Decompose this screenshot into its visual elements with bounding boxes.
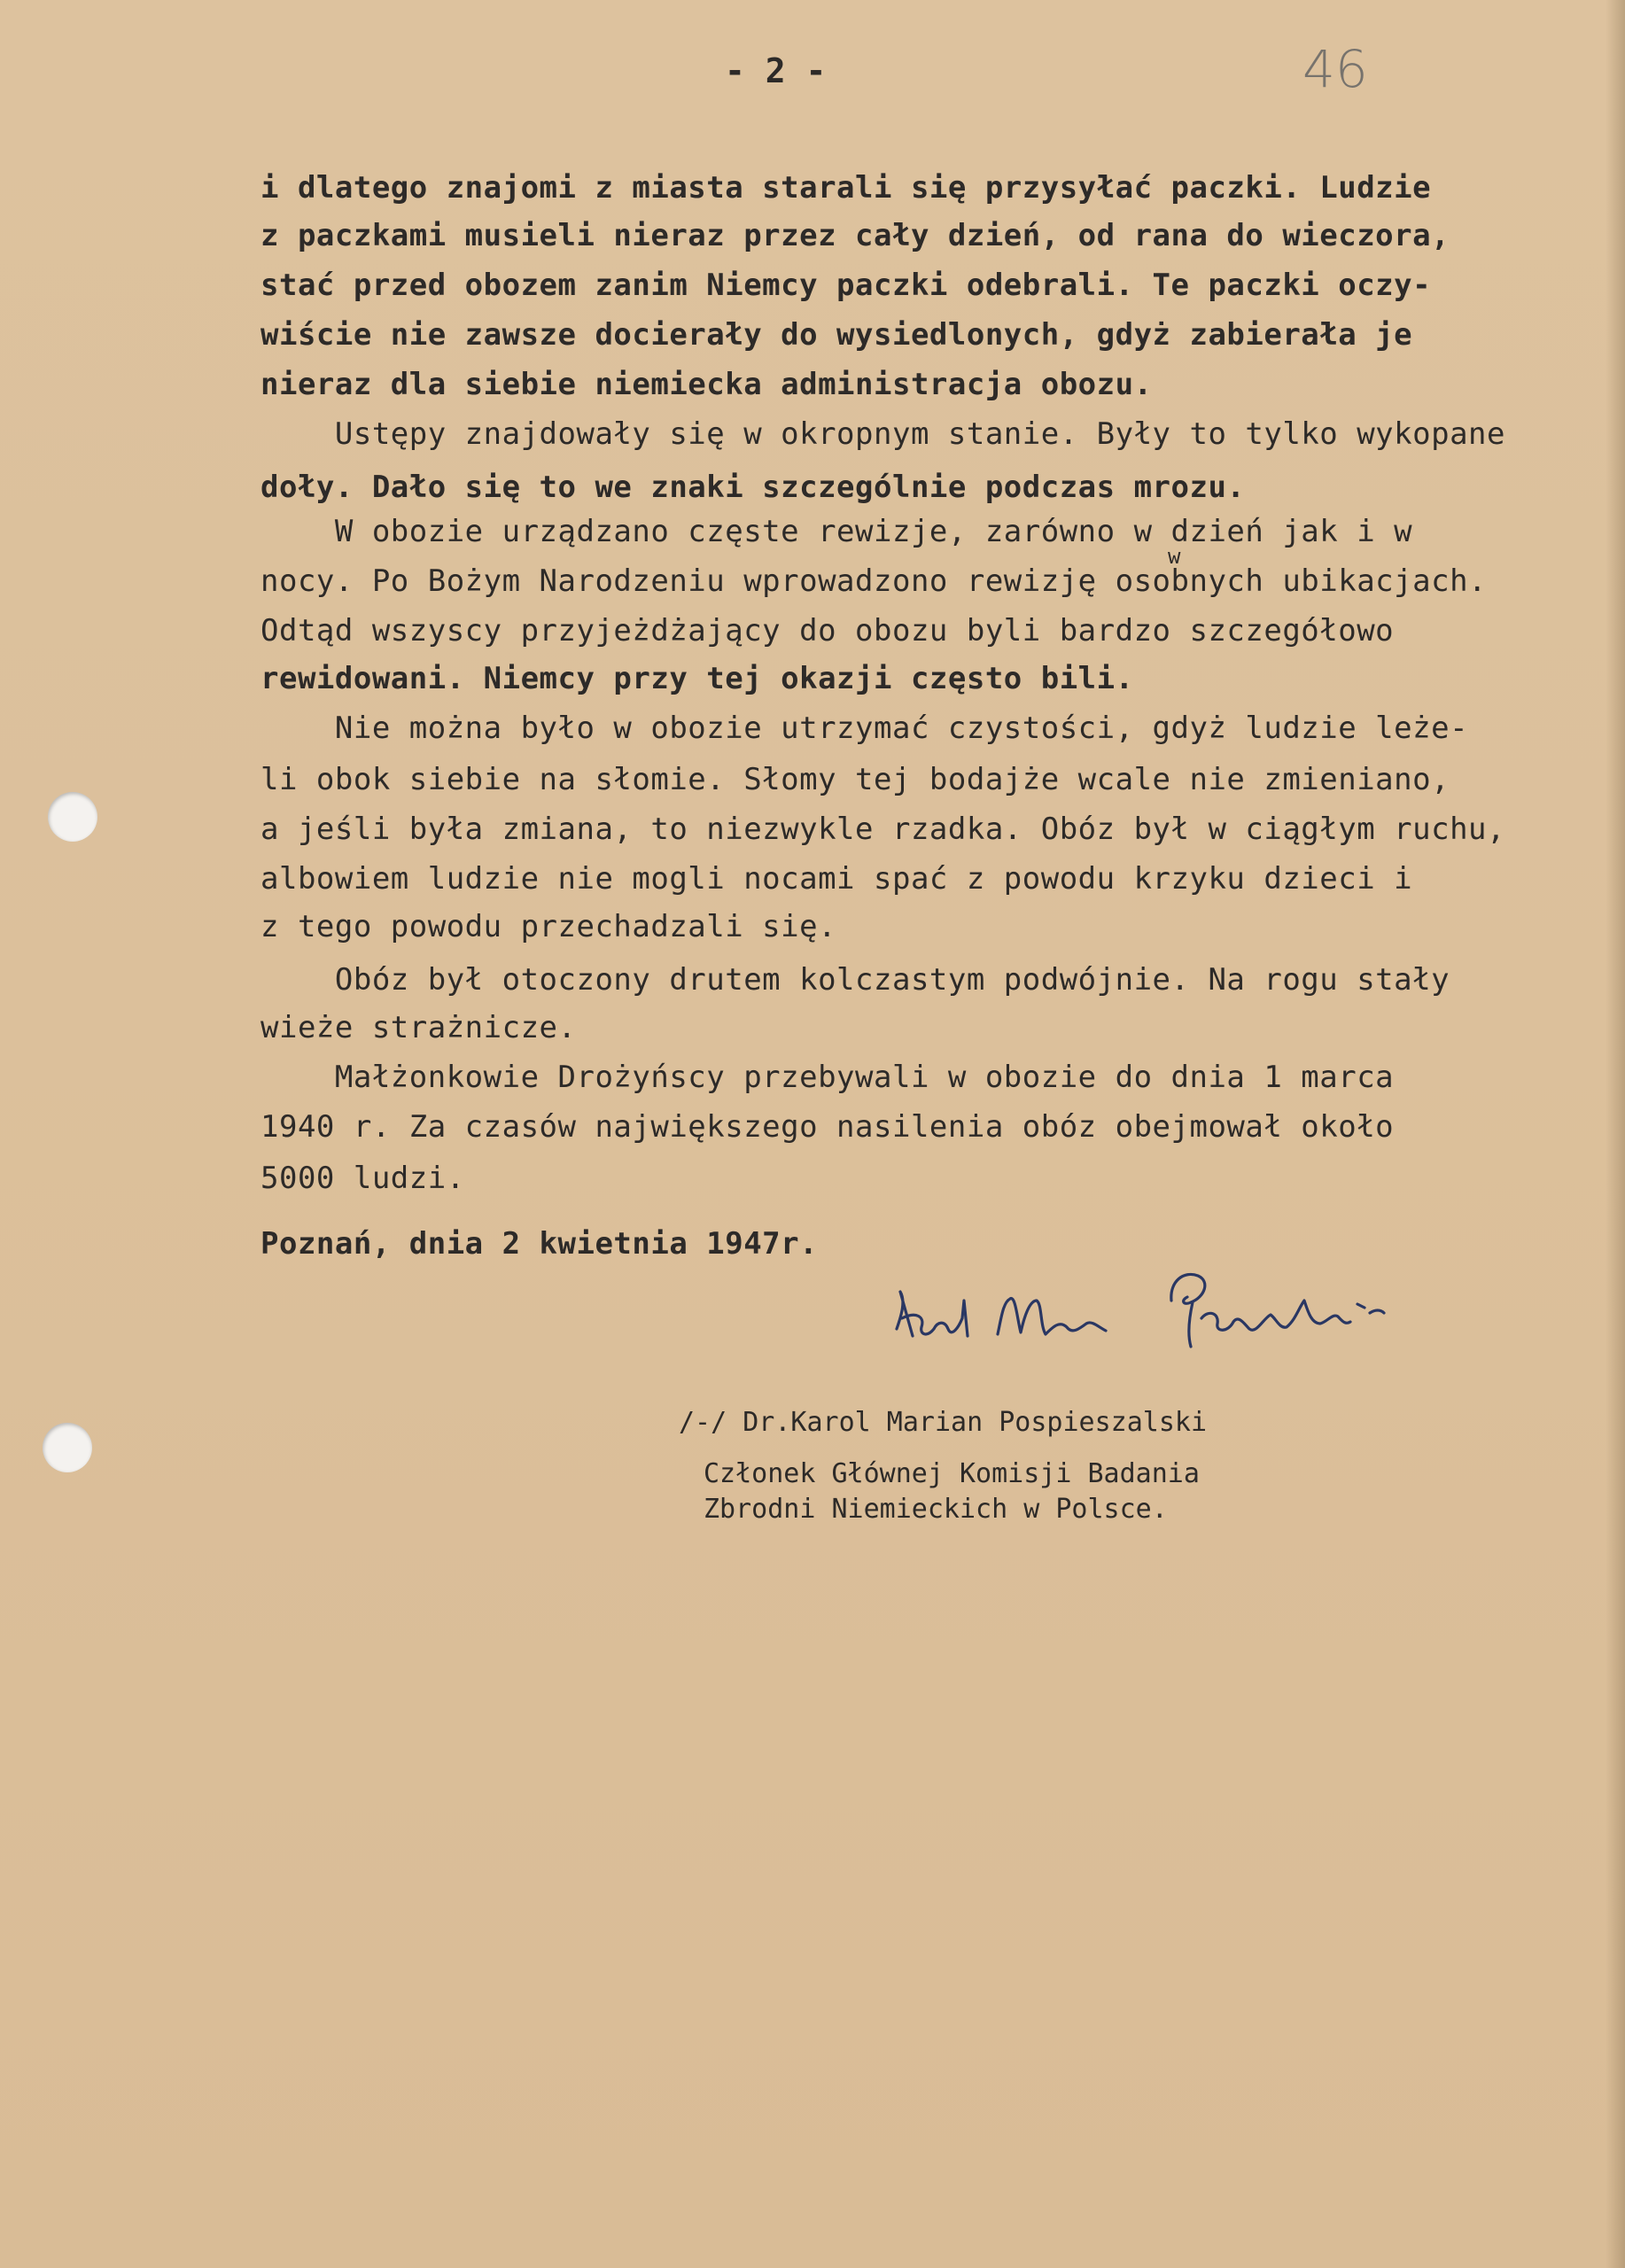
body-text-line: stać przed obozem zanim Niemcy paczki odebrali. Te paczki oczy- bbox=[260, 268, 1432, 303]
body-text-line: W obozie urządzano częste rewizje, zarówno w dzień jak i w bbox=[260, 514, 1413, 549]
punch-hole-upper bbox=[48, 792, 97, 842]
page-number: - 2 - bbox=[725, 51, 827, 90]
punch-hole-lower bbox=[43, 1423, 92, 1472]
body-text-line: z paczkami musieli nieraz przez cały dzień, od rana do wieczora, bbox=[260, 218, 1450, 253]
signatory-name: /-/ Dr.Karol Marian Pospieszalski bbox=[679, 1407, 1208, 1438]
archive-page-number: 46 bbox=[1302, 39, 1368, 99]
body-text-line: nieraz dla siebie niemiecka administracja obozu. bbox=[260, 367, 1153, 402]
body-text-line: doły. Dało się to we znaki szczególnie podczas mrozu. bbox=[260, 470, 1246, 505]
body-text-line: albowiem ludzie nie mogli nocami spać z powodu krzyku dzieci i bbox=[260, 861, 1413, 897]
body-text-line: wieże strażnicze. bbox=[260, 1010, 577, 1045]
body-text-line: Ustępy znajdowały się w okropnym stanie. Były to tylko wykopane bbox=[260, 416, 1505, 452]
body-text-line: nocy. Po Bożym Narodzeniu wprowadzono rewizję osobnych ubikacjach. bbox=[260, 563, 1488, 599]
body-text-line: wiście nie zawsze docierały do wysiedlonych, gdyż zabierała je bbox=[260, 317, 1413, 353]
body-text-line: Małżonkowie Drożyńscy przebywali w obozie do dnia 1 marca bbox=[260, 1060, 1395, 1095]
body-text-line: rewidowani. Niemcy przy tej okazji często bili. bbox=[260, 661, 1134, 696]
body-text-line: Odtąd wszyscy przyjeżdżający do obozu byli bardzo szczegółowo bbox=[260, 613, 1395, 649]
body-text-line: Obóz był otoczony drutem kolczastym podwójnie. Na rogu stały bbox=[260, 962, 1450, 998]
body-text-line: Nie można było w obozie utrzymać czystości, gdyż ludzie leże- bbox=[260, 711, 1469, 746]
place-and-date: Poznań, dnia 2 kwietnia 1947r. bbox=[260, 1226, 819, 1262]
page-edge-shadow bbox=[1606, 0, 1625, 2268]
body-text-line: li obok siebie na słomie. Słomy tej bodajże wcale nie zmieniano, bbox=[260, 762, 1450, 797]
body-text-line: i dlatego znajomi z miasta starali się przysyłać paczki. Ludzie bbox=[260, 170, 1432, 206]
correction-mark: w bbox=[1168, 544, 1181, 569]
body-text-line: 1940 r. Za czasów największego nasilenia obóz obejmował około bbox=[260, 1109, 1395, 1145]
signatory-title-line-2: Zbrodni Niemieckich w Polsce. bbox=[704, 1494, 1168, 1525]
body-text-line: z tego powodu przechadzali się. bbox=[260, 909, 837, 944]
signature-drawing bbox=[886, 1265, 1453, 1371]
signatory-title-line-1: Członek Głównej Komisji Badania bbox=[704, 1458, 1200, 1489]
body-text-line: 5000 ludzi. bbox=[260, 1161, 465, 1196]
body-text-line: a jeśli była zmiana, to niezwykle rzadka. Obóz był w ciągłym ruchu, bbox=[260, 812, 1505, 847]
handwritten-signature bbox=[886, 1265, 1453, 1375]
